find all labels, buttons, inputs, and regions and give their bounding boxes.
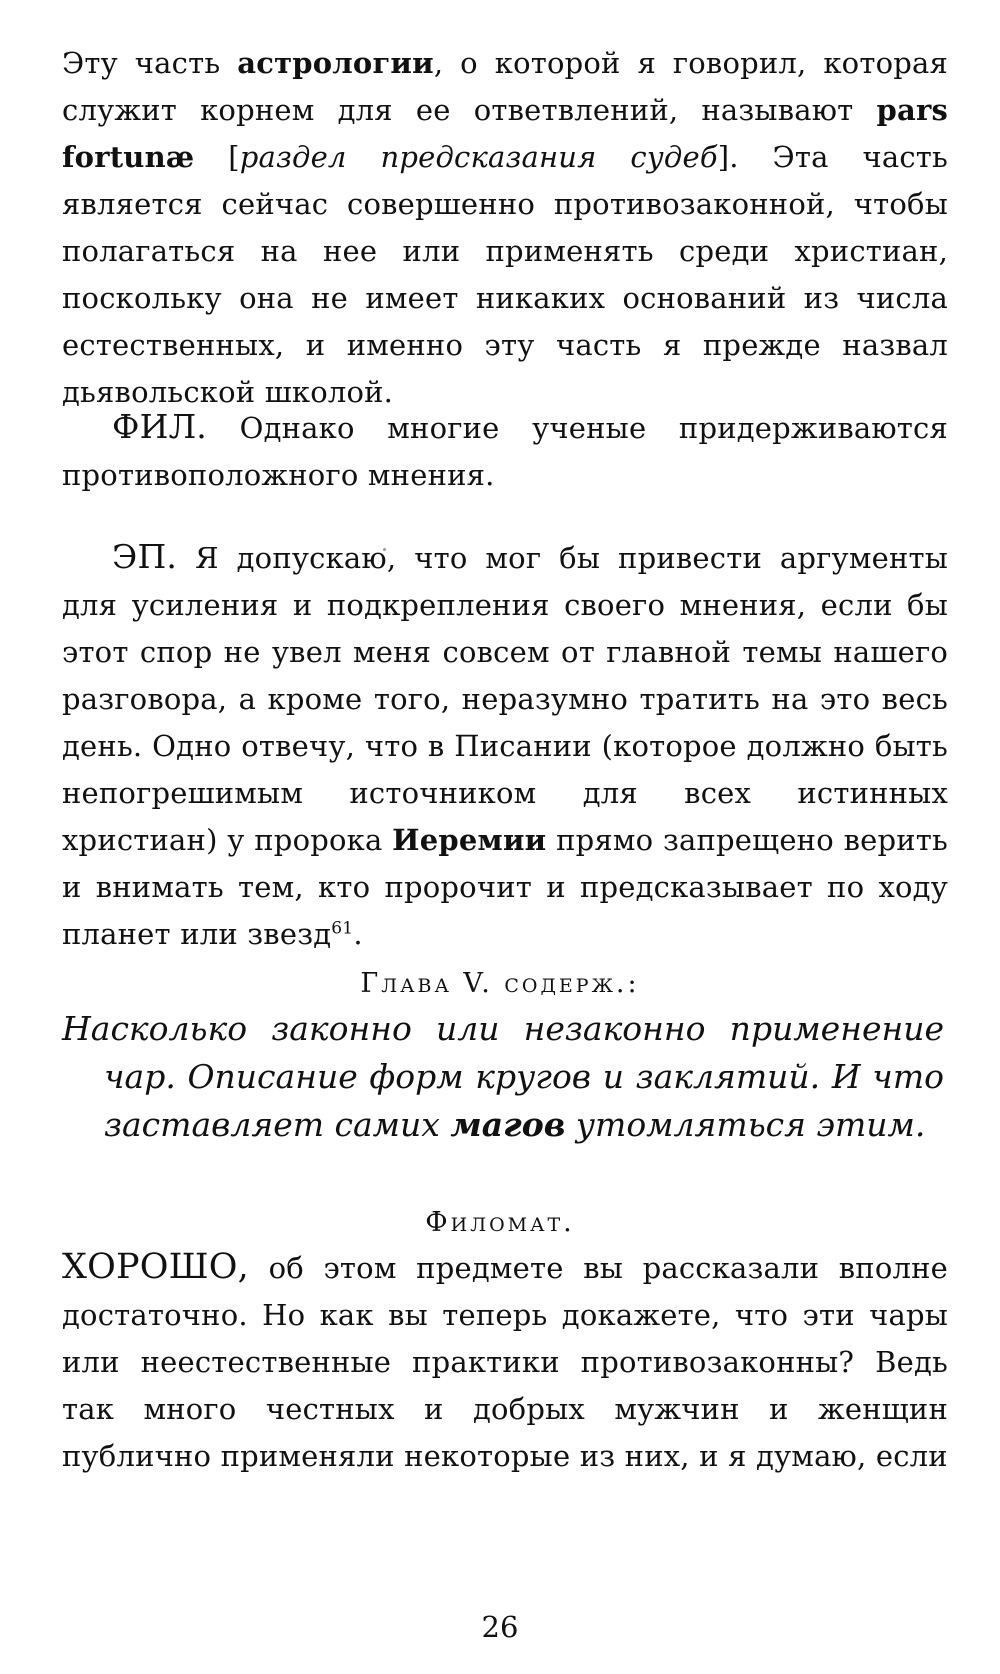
text-run: Эту часть <box>62 46 238 80</box>
opening-word: ХОРОШО, <box>62 1247 250 1287</box>
speaker-label-phil: ФИЛ. <box>112 407 207 446</box>
page-number: 26 <box>481 1610 519 1644</box>
text-run: утомляться этим. <box>565 1105 926 1144</box>
bold-term-pars-fortunae: pars fortunæ <box>62 93 948 174</box>
text-run: . <box>353 917 363 951</box>
speaker-label-ep: ЭП. <box>112 537 178 576</box>
bold-term-jeremiah: Иеремии <box>392 823 547 857</box>
italic-translation: раздел предсказания судеб <box>239 140 718 174</box>
text-run: прямо запрещено верить и внимать тем, кто пророчит и предсказывает по ходу планет или звезд <box>62 823 948 951</box>
paragraph-phil <box>62 403 948 499</box>
chapter-heading: Глава V. содерж.: <box>360 968 640 999</box>
speaker-heading-philomath: Филомат. <box>425 1207 575 1238</box>
bold-term-magi: магов <box>450 1105 566 1144</box>
text-run: Я допускаю, что мог бы привести аргументы для усиления и подкрепления своего мнения, если бы этот спор не увел меня совсем от главной темы нашего разговора, а кроме того, неразумно тратить на это весь день. Одно отвечу, что в Писании (которое должно быть непогрешимым источником для всех истинных христиан) у пророка <box>62 541 948 857</box>
text-run: об этом предмете вы рассказали вполне достаточно. Но как вы теперь докажете, что эти чары или неестественные практики противозаконны? Ведь так много честных и добрых мужчин и женщин публично применяли некоторые из них, и я думаю, если <box>62 1251 948 1473</box>
text-run: ]. Эта часть является сейчас совершенно противозаконной, чтобы полагаться на нее или применять среди христиан, поскольку она не имеет никаких оснований из числа естественных, и именно эту часть я прежде назвал дьявольской школой. <box>62 140 949 409</box>
text-run: Однако многие ученые придерживаются противоположного мнения. <box>62 411 948 492</box>
chapter-summary <box>62 1005 944 1149</box>
paragraph-ep <box>62 533 948 958</box>
text-run: [ <box>194 140 240 174</box>
paragraph-astrology <box>62 40 948 416</box>
bold-term-astrology: астрологии <box>237 46 434 80</box>
footnote-marker: 61 <box>331 918 354 939</box>
text-run: Насколько законно или незаконно применение чар. Описание форм кругов и заклятий. И что заставляет самих <box>62 1009 944 1144</box>
text-run: , о которой я говорил, которая служит корнем для ее ответвлений, называют <box>62 46 948 127</box>
paragraph-philomath <box>62 1244 948 1480</box>
